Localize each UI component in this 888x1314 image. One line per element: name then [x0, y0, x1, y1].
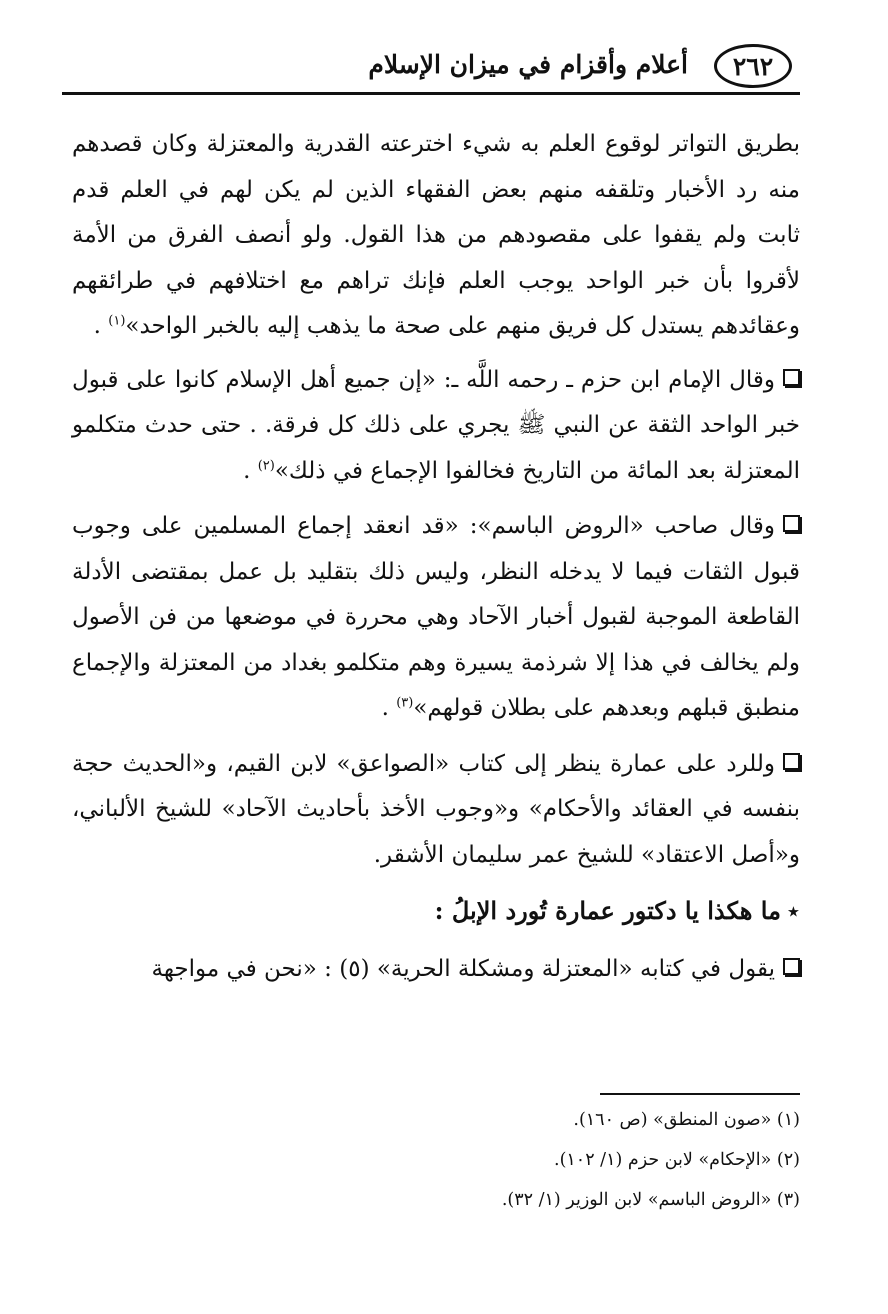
footnote-ref-1: (١): [108, 313, 126, 329]
paragraph-5: [72, 947, 800, 993]
footnote-ref-3: (٣): [396, 695, 414, 711]
paragraph-2-end: .: [243, 457, 258, 484]
page-header: [62, 40, 800, 98]
footnote-rule: [600, 1093, 800, 1095]
footnote-3: (٣) «الروض الباسم» لابن الوزير (١/ ٣٢).: [501, 1190, 800, 1210]
paragraph-3: [72, 504, 800, 732]
paragraph-4: [72, 742, 800, 879]
paragraph-2-text: وقال الإمام ابن حزم ـ رحمه اللَّه ـ: «إن جميع أهل الإسلام كانوا على قبول خبر الواحد الثقة عن النبي ﷺ يجري على ذلك كل فرقة. . حتى حدث متكلمو المعتزلة بعد المائة من التاريخ فخالفوا الإجماع في ذلك»: [72, 366, 800, 484]
section-heading-text: ما هكذا يا دكتور عمارة تُورد الإبلُ :: [434, 896, 781, 925]
running-title: أعلام وأقزام في ميزان الإسلام: [368, 50, 688, 79]
footnote-1: (١) «صون المنطق» (ص ١٦٠).: [573, 1110, 800, 1130]
header-rule: [62, 92, 800, 95]
page-number: ٢٦٢: [732, 51, 774, 81]
paragraph-3-text: وقال صاحب «الروض الباسم»: «قد انعقد إجماع المسلمين على وجوب قبول الثقات فيما لا يدخله النظر، وليس ذلك بتقليد بل عمل بمقتضى الأدلة القاطعة الموجبة لقبول أخبار الآحاد وهي محررة في موضعها من فن الأصول ولم يخالف في هذا إلا شرذمة يسيرة وهم متكلمو بغداد من المعتزلة والإجماع منطبق قبلهم وبعدهم على بطلان قولهم»: [72, 513, 800, 721]
footnote-ref-2: (٢): [257, 457, 275, 473]
paragraph-2: [72, 358, 800, 495]
footnote-2: (٢) «الإحكام» لابن حزم (١/ ١٠٢).: [554, 1150, 800, 1170]
box-bullet-icon: [783, 958, 800, 975]
paragraph-1-text: بطريق التواتر لوقوع العلم به شيء اخترعته القدرية والمعتزلة وكان قصدهم منه رد الأخبار وتلقفه منهم بعض الفقهاء الذين لم يكن لهم في العلم قدم ثابت ولم يقفوا على مقصودهم من هذا القول. ولو أنصف الفرق من الأمة لأقروا بأن خبر الواحد يوجب العلم فإنك تراهم مع اختلافهم في طرائقهم وعقائدهم يستدل كل فريق منهم على صحة ما يذهب إليه بالخبر الواحد»: [72, 131, 800, 339]
box-bullet-icon: [783, 515, 800, 532]
paragraph-1: [72, 122, 800, 350]
paragraph-5-text: يقول في كتابه «المعتزلة ومشكلة الحرية» (٥) : «نحن في مواجهة: [151, 955, 775, 982]
page-number-badge: [704, 44, 800, 90]
star-icon: ٭: [786, 897, 800, 925]
footnotes: [200, 1100, 800, 1220]
body-text: [72, 122, 800, 1002]
box-bullet-icon: [783, 753, 800, 770]
paragraph-4-text: وللرد على عمارة ينظر إلى كتاب «الصواعق» لابن القيم، و«الحديث حجة بنفسه في العقائد والأحكام» و«وجوب الأخذ بأحاديث الآحاد» للشيخ الألباني، و«أصل الاعتقاد» للشيخ عمر سليمان الأشقر.: [72, 750, 800, 868]
section-heading: [72, 888, 800, 935]
box-bullet-icon: [783, 369, 800, 386]
paragraph-3-end: .: [381, 695, 397, 721]
page-number-oval: [714, 44, 792, 88]
paragraph-1-end: .: [93, 313, 109, 339]
